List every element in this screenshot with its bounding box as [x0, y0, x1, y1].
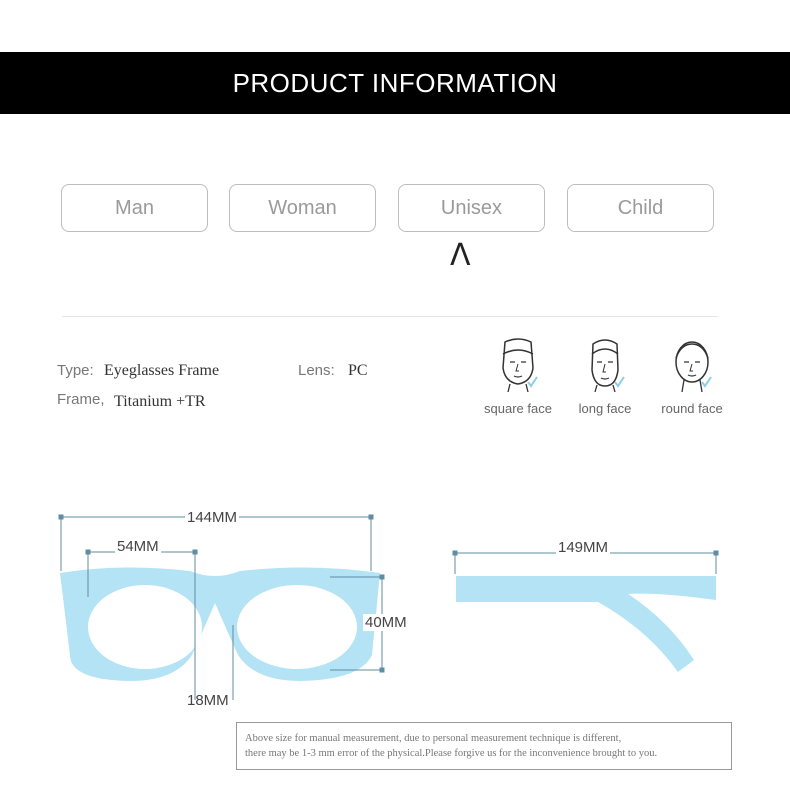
selected-marker-icon: Λ	[450, 238, 471, 273]
face-caption: long face	[578, 401, 632, 416]
face-caption: round face	[661, 401, 723, 416]
face-caption: square face	[484, 401, 552, 416]
temple-length-label: 149MM	[558, 539, 609, 556]
square-face-icon	[495, 338, 541, 392]
right-lens	[237, 585, 357, 669]
frame-width-label: 144MM	[187, 509, 238, 526]
lens-height-label: 40MM	[365, 614, 407, 631]
frame-value: Titanium +TR	[114, 393, 206, 410]
bridge-label: 18MM	[187, 692, 229, 709]
gender-option-man[interactable]: Man	[61, 184, 208, 232]
type-label: Type:	[57, 362, 94, 379]
temple-side-diagram	[448, 540, 738, 680]
gender-option-woman[interactable]: Woman	[229, 184, 376, 232]
face-shape-long	[560, 338, 650, 416]
lens-value: PC	[348, 362, 368, 379]
face-shape-round	[647, 338, 737, 416]
measurement-note	[236, 722, 732, 770]
gender-option-child[interactable]: Child	[567, 184, 714, 232]
glasses-front-diagram	[50, 505, 450, 705]
round-face-icon	[669, 338, 715, 392]
temple-arm	[456, 576, 716, 672]
divider	[62, 316, 718, 317]
note-line-1: Above size for manual measurement, due to personal measurement technique is different,	[245, 733, 622, 744]
long-face-icon	[582, 338, 628, 392]
header-banner	[0, 52, 790, 114]
lens-width-label: 54MM	[117, 538, 159, 555]
face-shape-square	[473, 338, 563, 416]
page-title: PRODUCT INFORMATION	[232, 67, 558, 98]
type-value: Eyeglasses Frame	[104, 362, 220, 379]
left-lens	[88, 585, 202, 669]
note-line-2: there may be 1-3 mm error of the physical.Please forgive us for the inconvenience brought to you.	[245, 748, 658, 759]
frame-label: Frame,	[57, 391, 105, 408]
lens-label: Lens:	[298, 362, 335, 379]
gender-option-unisex[interactable]: Unisex	[398, 184, 545, 232]
